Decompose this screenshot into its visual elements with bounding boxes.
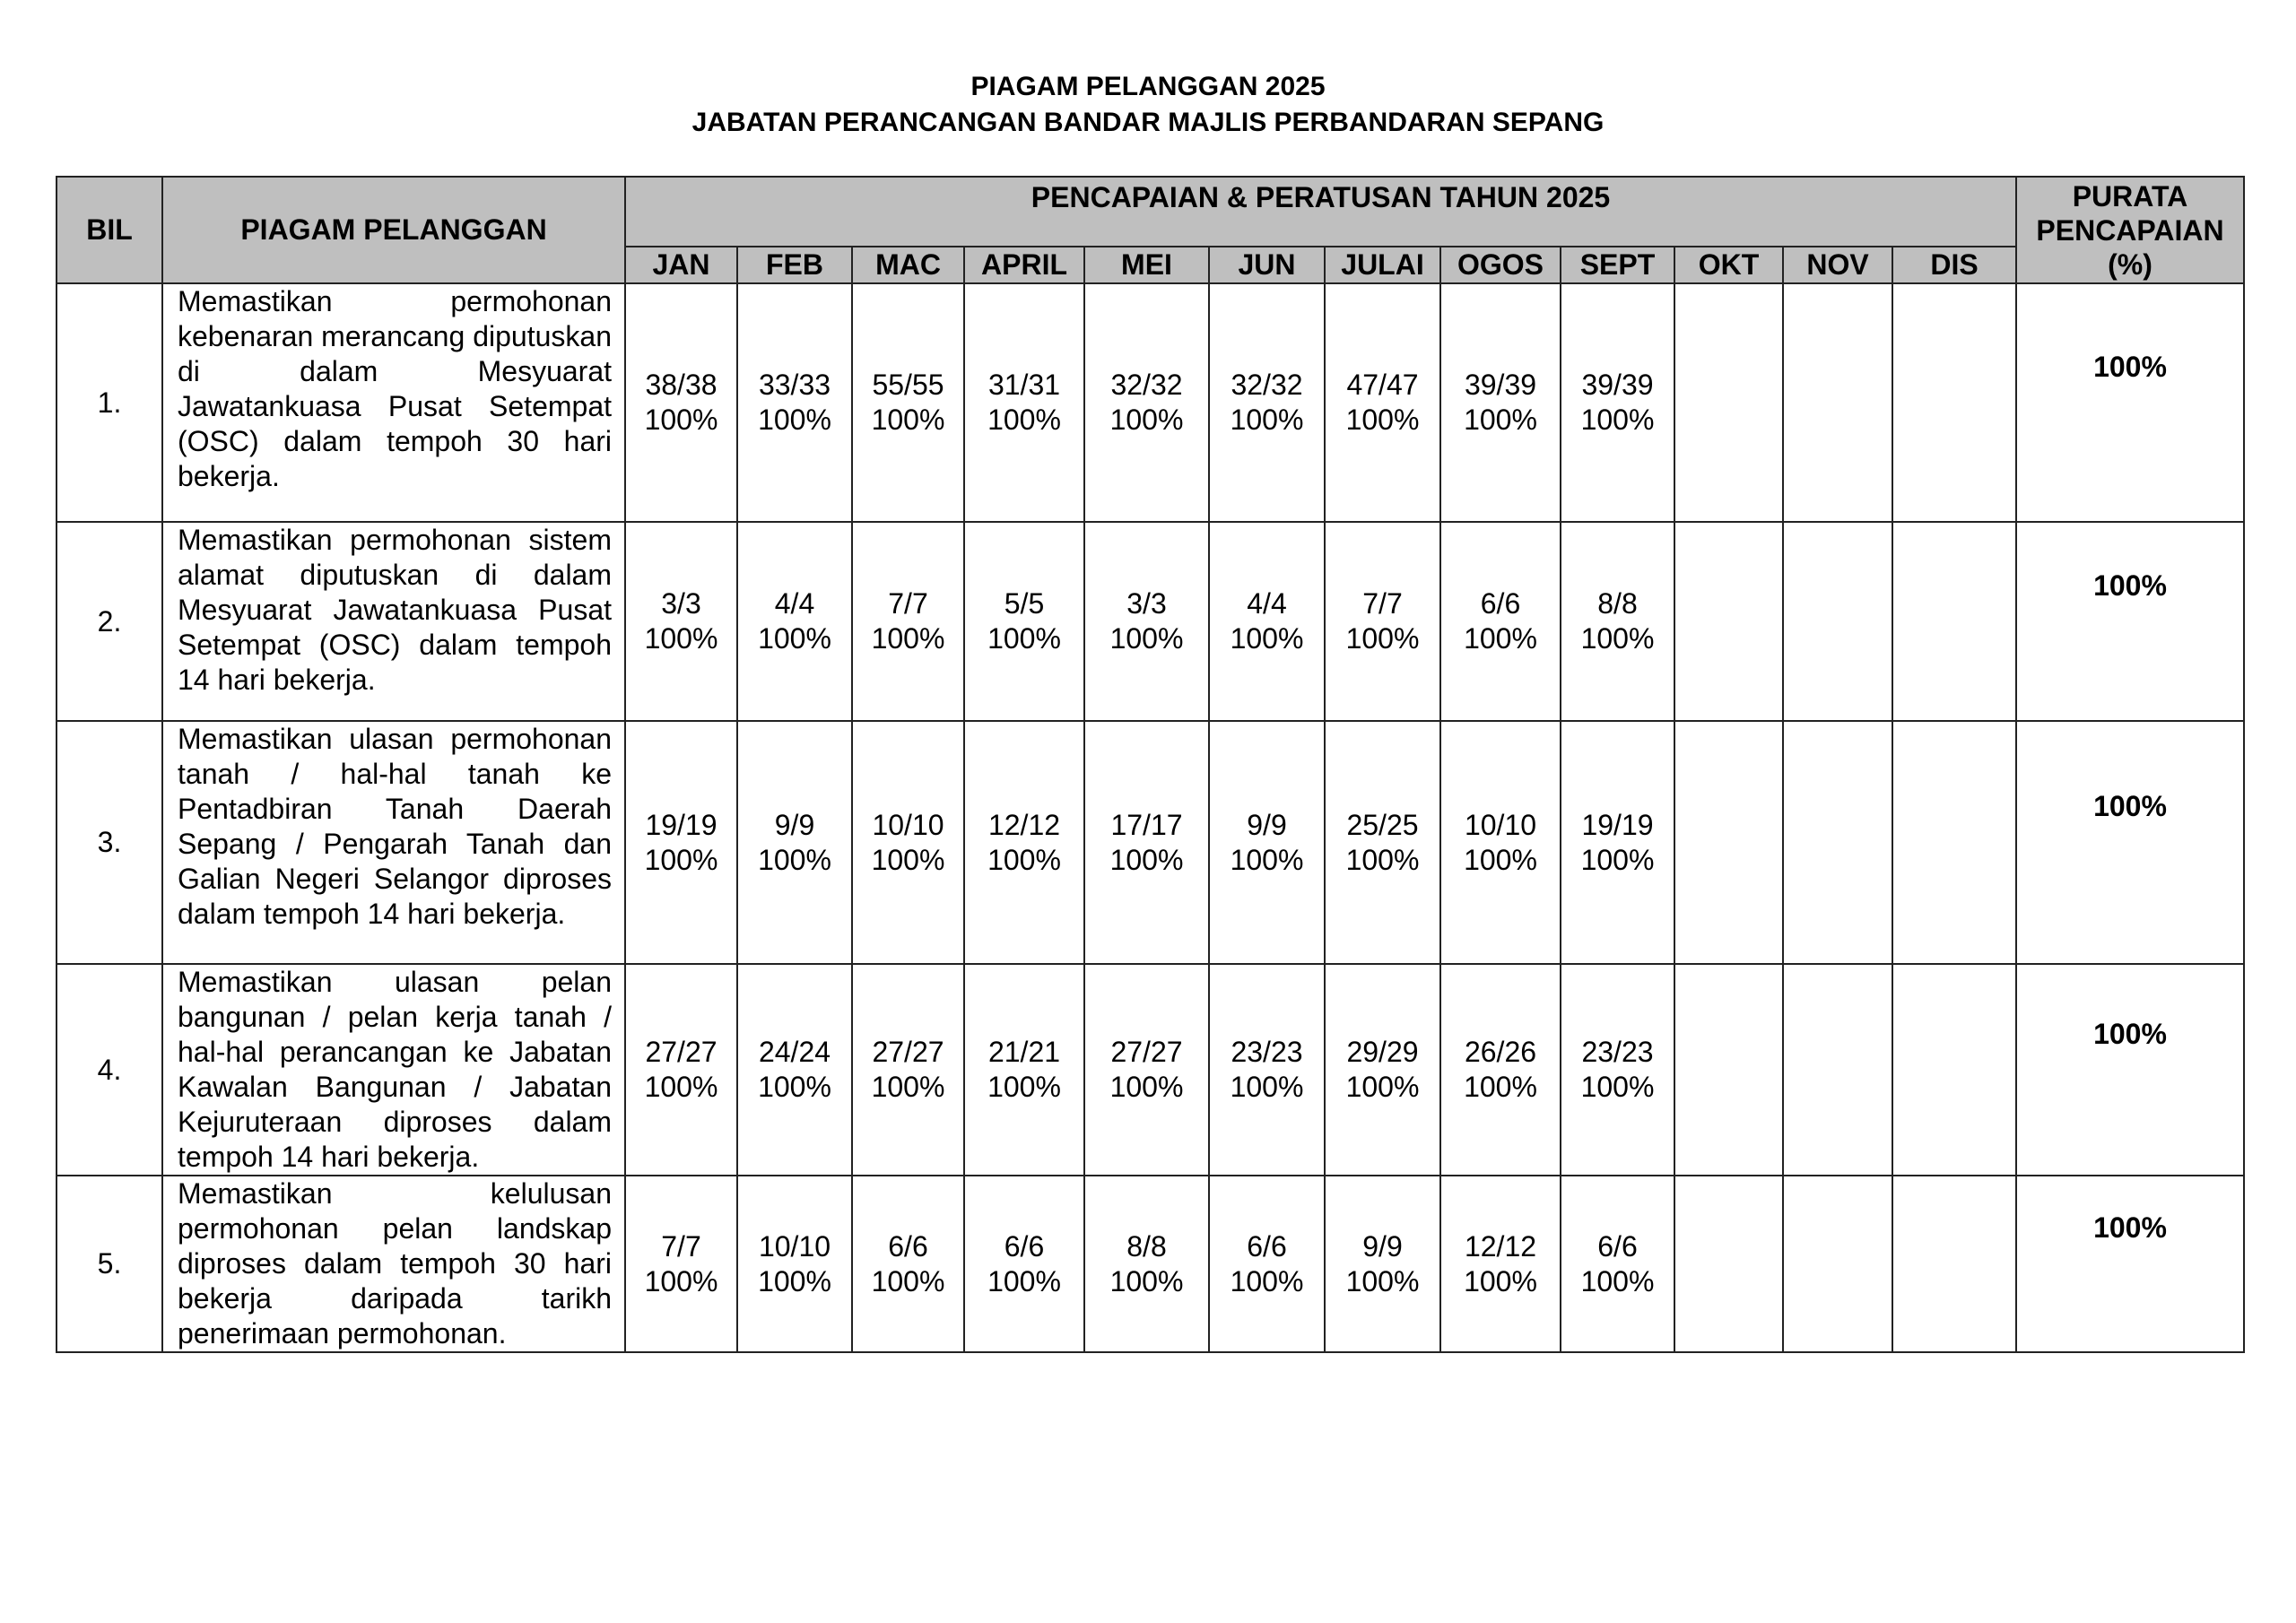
month-cell-dis bbox=[1892, 964, 2016, 1176]
achievement-percent: 100% bbox=[871, 404, 945, 436]
achievement-count: 26/26 bbox=[1464, 1036, 1537, 1068]
month-cell-sept bbox=[1561, 522, 1674, 721]
month-cell-sept bbox=[1561, 964, 1674, 1176]
month-cell-jan bbox=[625, 283, 737, 522]
achievement-count: 19/19 bbox=[645, 808, 718, 841]
charter-description: Memastikan kelulusan permohonan pelan landskap diproses dalam tempoh 30 hari bekerja daripada tarikh penerimaan permohonan. bbox=[162, 1176, 625, 1352]
achievement-count: 10/10 bbox=[1464, 808, 1537, 841]
table-row bbox=[57, 964, 2244, 1176]
achievement-percent: 100% bbox=[758, 1264, 831, 1298]
charter-description: Memastikan ulasan pelan bangunan / pelan kerja tanah / hal-hal perancangan ke Jabatan Kawalan Bangunan / Jabatan Kejuruteraan diproses dalam tempoh 14 hari bekerja. bbox=[162, 964, 625, 1176]
month-cell-feb bbox=[737, 283, 852, 522]
document-title: PIAGAM PELANGGAN 2025 bbox=[970, 72, 1326, 101]
header-month-okt: OKT bbox=[1674, 247, 1783, 283]
achievement-percent: 100% bbox=[1230, 1071, 1304, 1103]
achievement-count: 6/6 bbox=[1004, 1229, 1045, 1263]
achievement-count: 9/9 bbox=[1362, 1229, 1403, 1263]
month-cell-julai bbox=[1325, 522, 1440, 721]
month-cell-ogos bbox=[1440, 522, 1561, 721]
row-number: 4. bbox=[57, 964, 162, 1176]
achievement-percent: 100% bbox=[1580, 404, 1655, 436]
month-cell-mei bbox=[1084, 721, 1209, 964]
month-cell-julai bbox=[1325, 964, 1440, 1176]
achievement-percent: 100% bbox=[871, 1071, 945, 1103]
achievement-count: 6/6 bbox=[1247, 1229, 1287, 1263]
table-row bbox=[57, 721, 2244, 964]
month-cell-okt bbox=[1674, 721, 1783, 964]
achievement-count: 23/23 bbox=[1231, 1036, 1303, 1068]
month-cell-jun bbox=[1209, 522, 1325, 721]
achievement-count: 7/7 bbox=[1362, 587, 1403, 620]
achievement-count: 10/10 bbox=[758, 1229, 831, 1263]
achievement-percent: 100% bbox=[1345, 622, 1420, 655]
achievement-count: 17/17 bbox=[1110, 808, 1183, 841]
achievement-percent: 100% bbox=[758, 1071, 831, 1103]
achievement-count: 9/9 bbox=[774, 808, 815, 841]
achievement-count: 4/4 bbox=[774, 587, 815, 620]
achievement-count: 8/8 bbox=[1597, 587, 1638, 620]
achievement-count: 27/27 bbox=[872, 1036, 944, 1068]
header-month-mei: MEI bbox=[1084, 247, 1209, 283]
month-cell-mac bbox=[852, 522, 964, 721]
month-cell-jun bbox=[1209, 964, 1325, 1176]
header-bil: BIL bbox=[57, 177, 162, 283]
month-cell-ogos bbox=[1440, 283, 1561, 522]
header-month-jun: JUN bbox=[1209, 247, 1325, 283]
achievement-percent: 100% bbox=[758, 622, 831, 655]
achievement-count: 3/3 bbox=[1126, 587, 1167, 620]
month-cell-mac bbox=[852, 1176, 964, 1352]
achievement-percent: 100% bbox=[644, 404, 718, 436]
month-cell-dis bbox=[1892, 721, 2016, 964]
achievement-percent: 100% bbox=[1230, 1264, 1304, 1298]
achievement-percent: 100% bbox=[987, 404, 1061, 436]
achievement-count: 12/12 bbox=[1464, 1229, 1537, 1263]
achievement-count: 8/8 bbox=[1126, 1229, 1167, 1263]
month-cell-dis bbox=[1892, 1176, 2016, 1352]
header-month-april: APRIL bbox=[964, 247, 1084, 283]
achievement-percent: 100% bbox=[987, 1264, 1061, 1298]
customer-charter-table bbox=[56, 176, 2245, 1353]
month-cell-jun bbox=[1209, 1176, 1325, 1352]
table-row bbox=[57, 1176, 2244, 1352]
month-cell-nov bbox=[1783, 721, 1892, 964]
header-month-nov: NOV bbox=[1783, 247, 1892, 283]
month-cell-jan bbox=[625, 964, 737, 1176]
achievement-count: 39/39 bbox=[1581, 369, 1654, 401]
month-cell-ogos bbox=[1440, 1176, 1561, 1352]
achievement-percent: 100% bbox=[871, 622, 945, 655]
achievement-percent: 100% bbox=[644, 622, 718, 655]
achievement-count: 5/5 bbox=[1004, 587, 1045, 620]
month-cell-april bbox=[964, 283, 1084, 522]
month-cell-sept bbox=[1561, 1176, 1674, 1352]
month-cell-julai bbox=[1325, 283, 1440, 522]
achievement-count: 3/3 bbox=[661, 587, 701, 620]
achievement-percent: 100% bbox=[1230, 404, 1304, 436]
achievement-count: 55/55 bbox=[872, 369, 944, 401]
average-value: 100% bbox=[2093, 790, 2167, 822]
achievement-percent: 100% bbox=[1345, 1071, 1420, 1103]
achievement-percent: 100% bbox=[1345, 404, 1420, 436]
achievement-percent: 100% bbox=[1109, 843, 1184, 876]
achievement-percent: 100% bbox=[1464, 1264, 1537, 1298]
achievement-percent: 100% bbox=[987, 622, 1061, 655]
achievement-percent: 100% bbox=[871, 1264, 945, 1298]
month-cell-feb bbox=[737, 1176, 852, 1352]
achievement-percent: 100% bbox=[1580, 622, 1655, 655]
month-cell-nov bbox=[1783, 1176, 1892, 1352]
month-cell-julai bbox=[1325, 721, 1440, 964]
charter-description: Memastikan ulasan permohonan tanah / hal-hal tanah ke Pentadbiran Tanah Daerah Sepang / Pengarah Tanah dan Galian Negeri Selangor diproses dalam tempoh 14 hari bekerja. bbox=[162, 721, 625, 964]
achievement-count: 39/39 bbox=[1464, 369, 1537, 401]
achievement-count: 7/7 bbox=[661, 1229, 701, 1263]
achievement-count: 12/12 bbox=[987, 808, 1061, 841]
achievement-count: 21/21 bbox=[987, 1036, 1061, 1068]
header-month-dis: DIS bbox=[1892, 247, 2016, 283]
achievement-count: 10/10 bbox=[872, 808, 944, 841]
month-cell-ogos bbox=[1440, 721, 1561, 964]
row-number: 3. bbox=[57, 721, 162, 964]
achievement-percent: 100% bbox=[1464, 1071, 1537, 1103]
average-achievement bbox=[2016, 1176, 2244, 1352]
header-month-mac: MAC bbox=[852, 247, 964, 283]
header-month-sept: SEPT bbox=[1561, 247, 1674, 283]
month-cell-feb bbox=[737, 964, 852, 1176]
header-average: PURATA PENCAPAIAN (%) bbox=[2016, 177, 2244, 283]
charter-description: Memastikan permohonan sistem alamat diputuskan di dalam Mesyuarat Jawatankuasa Pusat Setempat (OSC) dalam tempoh 14 hari bekerja. bbox=[162, 522, 625, 721]
average-achievement bbox=[2016, 721, 2244, 964]
month-cell-dis bbox=[1892, 283, 2016, 522]
month-cell-dis bbox=[1892, 522, 2016, 721]
achievement-percent: 100% bbox=[758, 843, 831, 876]
month-cell-jan bbox=[625, 522, 737, 721]
achievement-count: 4/4 bbox=[1247, 587, 1287, 620]
month-cell-feb bbox=[737, 721, 852, 964]
achievement-percent: 100% bbox=[1230, 843, 1304, 876]
achievement-percent: 100% bbox=[1464, 843, 1537, 876]
header-month-ogos: OGOS bbox=[1440, 247, 1561, 283]
achievement-percent: 100% bbox=[1230, 622, 1304, 655]
month-cell-jan bbox=[625, 721, 737, 964]
achievement-count: 6/6 bbox=[1597, 1229, 1638, 1263]
achievement-percent: 100% bbox=[987, 1071, 1061, 1103]
month-cell-sept bbox=[1561, 283, 1674, 522]
month-cell-mei bbox=[1084, 283, 1209, 522]
month-cell-april bbox=[964, 522, 1084, 721]
month-cell-nov bbox=[1783, 964, 1892, 1176]
month-cell-okt bbox=[1674, 522, 1783, 721]
average-achievement bbox=[2016, 964, 2244, 1176]
month-cell-okt bbox=[1674, 1176, 1783, 1352]
month-cell-mei bbox=[1084, 1176, 1209, 1352]
header-month-feb: FEB bbox=[737, 247, 852, 283]
achievement-count: 7/7 bbox=[888, 587, 928, 620]
achievement-percent: 100% bbox=[1345, 843, 1420, 876]
row-number: 1. bbox=[57, 283, 162, 522]
header-piagam-pelanggan: PIAGAM PELANGGAN bbox=[162, 177, 625, 283]
achievement-count: 6/6 bbox=[888, 1229, 928, 1263]
charter-description: Memastikan permohonan kebenaran merancang diputuskan di dalam Mesyuarat Jawatankuasa Pusat Setempat (OSC) dalam tempoh 30 hari bekerja. bbox=[162, 283, 625, 522]
month-cell-ogos bbox=[1440, 964, 1561, 1176]
month-cell-april bbox=[964, 721, 1084, 964]
achievement-percent: 100% bbox=[871, 843, 945, 876]
month-cell-okt bbox=[1674, 283, 1783, 522]
month-cell-nov bbox=[1783, 522, 1892, 721]
month-cell-april bbox=[964, 1176, 1084, 1352]
achievement-count: 27/27 bbox=[645, 1036, 718, 1068]
achievement-percent: 100% bbox=[758, 404, 831, 436]
month-cell-april bbox=[964, 964, 1084, 1176]
month-cell-jun bbox=[1209, 283, 1325, 522]
average-value: 100% bbox=[2093, 1211, 2167, 1244]
achievement-count: 24/24 bbox=[758, 1036, 831, 1068]
average-value: 100% bbox=[2093, 1017, 2167, 1050]
achievement-percent: 100% bbox=[987, 843, 1061, 876]
average-achievement bbox=[2016, 522, 2244, 721]
header-achievement-group: PENCAPAIAN & PERATUSAN TAHUN 2025 bbox=[625, 177, 2016, 247]
month-cell-mac bbox=[852, 283, 964, 522]
achievement-count: 19/19 bbox=[1581, 808, 1654, 841]
average-achievement bbox=[2016, 283, 2244, 522]
achievement-count: 32/32 bbox=[1231, 369, 1303, 401]
achievement-count: 32/32 bbox=[1110, 369, 1183, 401]
average-value: 100% bbox=[2093, 350, 2167, 383]
month-cell-julai bbox=[1325, 1176, 1440, 1352]
month-cell-mac bbox=[852, 721, 964, 964]
achievement-percent: 100% bbox=[1109, 1264, 1184, 1298]
row-number: 2. bbox=[57, 522, 162, 721]
achievement-percent: 100% bbox=[1464, 404, 1537, 436]
achievement-count: 6/6 bbox=[1480, 587, 1521, 620]
achievement-count: 25/25 bbox=[1346, 808, 1419, 841]
achievement-percent: 100% bbox=[1580, 1071, 1655, 1103]
month-cell-nov bbox=[1783, 283, 1892, 522]
achievement-count: 27/27 bbox=[1110, 1036, 1183, 1068]
achievement-count: 29/29 bbox=[1346, 1036, 1419, 1068]
achievement-percent: 100% bbox=[1580, 843, 1655, 876]
month-cell-okt bbox=[1674, 964, 1783, 1176]
achievement-count: 47/47 bbox=[1346, 369, 1419, 401]
achievement-percent: 100% bbox=[644, 843, 718, 876]
achievement-percent: 100% bbox=[1464, 622, 1537, 655]
average-value: 100% bbox=[2093, 568, 2167, 602]
document-subtitle: JABATAN PERANCANGAN BANDAR MAJLIS PERBANDARAN SEPANG bbox=[691, 108, 1605, 137]
row-number: 5. bbox=[57, 1176, 162, 1352]
header-month-jan: JAN bbox=[625, 247, 737, 283]
month-cell-mei bbox=[1084, 522, 1209, 721]
header-month-julai: JULAI bbox=[1325, 247, 1440, 283]
month-cell-feb bbox=[737, 522, 852, 721]
achievement-percent: 100% bbox=[644, 1071, 718, 1103]
achievement-count: 38/38 bbox=[645, 369, 718, 401]
month-cell-jun bbox=[1209, 721, 1325, 964]
month-cell-mei bbox=[1084, 964, 1209, 1176]
achievement-count: 23/23 bbox=[1581, 1036, 1654, 1068]
achievement-count: 31/31 bbox=[987, 369, 1061, 401]
achievement-count: 9/9 bbox=[1247, 808, 1287, 841]
achievement-percent: 100% bbox=[1580, 1264, 1655, 1298]
achievement-percent: 100% bbox=[1109, 404, 1184, 436]
achievement-percent: 100% bbox=[1109, 1071, 1184, 1103]
month-cell-jan bbox=[625, 1176, 737, 1352]
achievement-count: 33/33 bbox=[758, 369, 831, 401]
achievement-percent: 100% bbox=[1345, 1264, 1420, 1298]
table-row bbox=[57, 522, 2244, 721]
achievement-percent: 100% bbox=[644, 1264, 718, 1298]
month-cell-mac bbox=[852, 964, 964, 1176]
table-row bbox=[57, 283, 2244, 522]
month-cell-sept bbox=[1561, 721, 1674, 964]
achievement-percent: 100% bbox=[1109, 622, 1184, 655]
